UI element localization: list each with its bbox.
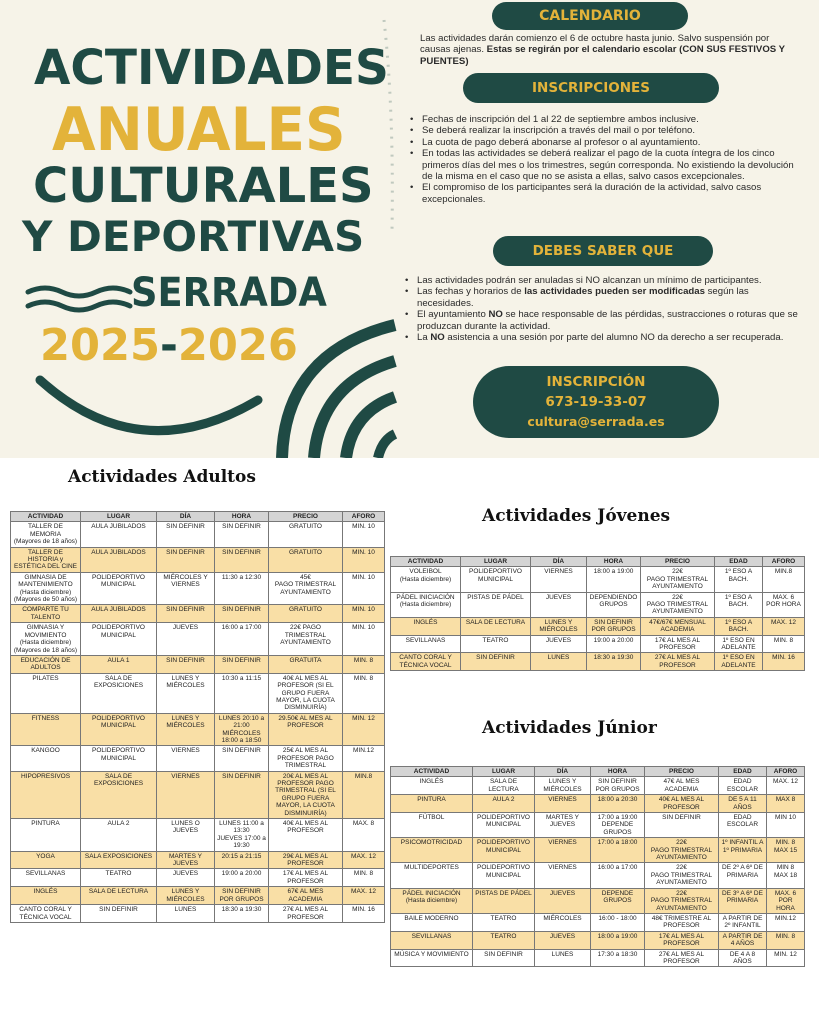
adultos-cell-hora: SIN DEFINIR bbox=[215, 746, 269, 771]
adultos-cell-hora: LUNES 11:00 a 13:30 JUEVES 17:00 a 19:30 bbox=[215, 819, 269, 852]
adultos-table bbox=[10, 511, 385, 923]
adultos-cell-hora: 11:30 a 12:30 bbox=[215, 572, 269, 605]
adultos-cell-precio: GRATUITO bbox=[269, 605, 343, 623]
junior-table-row bbox=[391, 813, 805, 838]
year-range bbox=[40, 320, 298, 371]
adultos-table-row bbox=[11, 746, 385, 771]
junior-cell-día: MARTES Y JUEVES bbox=[535, 813, 591, 838]
junior-cell-actividad: BAILE MODERNO bbox=[391, 913, 473, 931]
adultos-cell-aforo: MIN. 10 bbox=[343, 572, 385, 605]
junior-cell-hora: 17:00 a 19:00 DEPENDE GRUPOS bbox=[591, 813, 645, 838]
jovenes-cell-actividad: INGLÉS bbox=[391, 617, 461, 635]
debes-saber-heading: DEBES SABER QUE bbox=[493, 236, 713, 266]
junior-cell-precio: 40€ AL MES AL PROFESOR bbox=[645, 795, 719, 813]
adultos-cell-lugar: TEATRO bbox=[81, 869, 157, 887]
inscripciones-item: • En todas las actividades se deberá realizar el pago de la cuota íntegra de los cinco primeros días del mes o los trimestres, según corresponda. No existiendo la devolución de la misma en el caso que no se asista a ellas, salvo casos excepcionales. bbox=[410, 148, 802, 182]
junior-cell-edad: A PARTIR DE 2º INFANTIL bbox=[719, 913, 767, 931]
jovenes-cell-hora: SIN DEFINIR POR GRUPOS bbox=[587, 617, 641, 635]
junior-cell-precio: 22€ PAGO TRIMESTRAL AYUNTAMIENTO bbox=[645, 888, 719, 913]
debes-item-text: La bbox=[417, 332, 431, 344]
adultos-cell-día: LUNES Y MIÉRCOLES bbox=[157, 673, 215, 713]
jovenes-cell-aforo: MIN.8 bbox=[763, 567, 805, 592]
jovenes-cell-actividad: CANTO CORAL Y TÉCNICA VOCAL bbox=[391, 653, 461, 671]
adultos-cell-aforo: MIN. 10 bbox=[343, 522, 385, 547]
jovenes-cell-hora: 18:00 a 19:00 bbox=[587, 567, 641, 592]
junior-cell-lugar: PISTAS DE PÁDEL bbox=[473, 888, 535, 913]
junior-cell-aforo: MIN. 8 bbox=[767, 931, 805, 949]
title-deportivas: Y DEPORTIVAS bbox=[22, 212, 365, 261]
adultos-cell-precio: 40€ AL MES AL PROFESOR (SI EL GRUPO FUERA MAYOR, LA CUOTA DISMINUIRÍA) bbox=[269, 673, 343, 713]
junior-cell-precio: 27€ AL MES AL PROFESOR bbox=[645, 949, 719, 967]
adultos-cell-hora: 18:30 a 19:30 bbox=[215, 905, 269, 923]
adultos-column-header: ACTIVIDAD bbox=[11, 512, 81, 522]
junior-cell-aforo: MAX 8 bbox=[767, 795, 805, 813]
junior-cell-edad: DE 5 A 11 AÑOS bbox=[719, 795, 767, 813]
adultos-column-header: PRECIO bbox=[269, 512, 343, 522]
adultos-cell-actividad: YOGA bbox=[11, 851, 81, 869]
adultos-table-row bbox=[11, 771, 385, 818]
adultos-cell-lugar: AULA 2 bbox=[81, 819, 157, 852]
junior-table-row bbox=[391, 838, 805, 863]
jovenes-table-row bbox=[391, 592, 805, 617]
adultos-table-row bbox=[11, 547, 385, 572]
jovenes-cell-día: LUNES Y MIÉRCOLES bbox=[531, 617, 587, 635]
junior-cell-lugar: POLIDEPORTIVO MUNICIPAL bbox=[473, 838, 535, 863]
adultos-cell-hora: SIN DEFINIR POR GRUPOS bbox=[215, 887, 269, 905]
junior-column-header: DÍA bbox=[535, 767, 591, 777]
adultos-table-row bbox=[11, 673, 385, 713]
adultos-cell-actividad: HIPOPRESIVOS bbox=[11, 771, 81, 818]
jovenes-cell-actividad: VOLEIBOL (Hasta diciembre) bbox=[391, 567, 461, 592]
jovenes-cell-aforo: MIN. 8 bbox=[763, 635, 805, 653]
debes-item bbox=[405, 309, 802, 332]
jovenes-cell-actividad: PÁDEL INICIACIÓN (Hasta diciembre) bbox=[391, 592, 461, 617]
junior-cell-día: JUEVES bbox=[535, 888, 591, 913]
adultos-cell-día: SIN DEFINIR bbox=[157, 655, 215, 673]
junior-table-row bbox=[391, 888, 805, 913]
adultos-column-header: DÍA bbox=[157, 512, 215, 522]
adultos-cell-aforo: MIN. 8 bbox=[343, 673, 385, 713]
jovenes-title: Actividades Jóvenes bbox=[482, 506, 671, 526]
adultos-cell-lugar: SIN DEFINIR bbox=[81, 905, 157, 923]
adultos-cell-día: LUNES bbox=[157, 905, 215, 923]
adultos-cell-lugar: POLIDEPORTIVO MUNICIPAL bbox=[81, 746, 157, 771]
adultos-cell-lugar: SALA DE EXPOSICIONES bbox=[81, 673, 157, 713]
junior-cell-hora: SIN DEFINIR POR GRUPOS bbox=[591, 777, 645, 795]
year-end: 2026 bbox=[177, 320, 298, 371]
title-culturales: CULTURALES bbox=[33, 158, 374, 214]
adultos-cell-hora: SIN DEFINIR bbox=[215, 547, 269, 572]
adultos-cell-actividad: GIMNASIA Y MOVIMIENTO (Hasta diciembre) (Mayores de 18 años) bbox=[11, 623, 81, 656]
inscripciones-item: • La cuota de pago deberá abonarse al profesor o al ayuntamiento. bbox=[410, 137, 802, 148]
junior-cell-hora: 16:00 - 18:00 bbox=[591, 913, 645, 931]
junior-cell-hora: 18:00 a 20:30 bbox=[591, 795, 645, 813]
contact-phone[interactable]: 673-19-33-07 bbox=[545, 394, 647, 410]
adultos-table-row bbox=[11, 655, 385, 673]
adultos-cell-lugar: SALA DE LECTURA bbox=[81, 887, 157, 905]
debes-item bbox=[405, 286, 802, 309]
adultos-cell-actividad: COMPARTE TU TALENTO bbox=[11, 605, 81, 623]
jovenes-cell-lugar: SALA DE LECTURA bbox=[461, 617, 531, 635]
junior-column-header: PRECIO bbox=[645, 767, 719, 777]
junior-title: Actividades Júnior bbox=[482, 718, 657, 738]
junior-column-header: HORA bbox=[591, 767, 645, 777]
adultos-cell-aforo: MIN.8 bbox=[343, 771, 385, 818]
adultos-cell-aforo: MAX. 12 bbox=[343, 887, 385, 905]
junior-cell-aforo: MAX. 6 POR HORA bbox=[767, 888, 805, 913]
adultos-table-row bbox=[11, 623, 385, 656]
adultos-column-header: HORA bbox=[215, 512, 269, 522]
adultos-table-row bbox=[11, 713, 385, 746]
calendario-heading: CALENDARIO bbox=[492, 2, 688, 30]
adultos-cell-lugar: SALA EXPOSICIONES bbox=[81, 851, 157, 869]
adultos-cell-actividad: SEVILLANAS bbox=[11, 869, 81, 887]
adultos-cell-actividad: TALLER DE MEMORIA (Mayores de 18 años) bbox=[11, 522, 81, 547]
junior-cell-aforo: MAX. 12 bbox=[767, 777, 805, 795]
adultos-cell-aforo: MIN. 10 bbox=[343, 623, 385, 656]
debes-item-text: asistencia a una sesión por parte del alumno NO da derecho a ser recuperada. bbox=[444, 332, 784, 344]
junior-cell-edad: A PARTIR DE 4 AÑOS bbox=[719, 931, 767, 949]
junior-cell-hora: 18:00 a 19:00 bbox=[591, 931, 645, 949]
junior-cell-aforo: MIN. 12 bbox=[767, 949, 805, 967]
adultos-cell-actividad: TALLER DE HISTORIA y ESTÉTICA DEL CINE bbox=[11, 547, 81, 572]
inscripciones-item: • Se deberá realizar la inscripción a través del mail o por teléfono. bbox=[410, 125, 802, 136]
title-actividades: ACTIVIDADES bbox=[34, 40, 389, 96]
junior-table-row bbox=[391, 949, 805, 967]
adultos-table-row bbox=[11, 869, 385, 887]
adultos-cell-aforo: MIN. 8 bbox=[343, 655, 385, 673]
junior-column-header: EDAD bbox=[719, 767, 767, 777]
adultos-cell-hora: LUNES 20:10 a 21:00 MIÉRCOLES 18:00 a 18:50 bbox=[215, 713, 269, 746]
adultos-cell-hora: 16:00 a 17:00 bbox=[215, 623, 269, 656]
junior-cell-precio: SIN DEFINIR bbox=[645, 813, 719, 838]
junior-cell-lugar: SIN DEFINIR bbox=[473, 949, 535, 967]
junior-cell-día: VIERNES bbox=[535, 838, 591, 863]
contact-heading: INSCRIPCIÓN bbox=[546, 374, 646, 390]
adultos-cell-hora: 20:15 a 21:15 bbox=[215, 851, 269, 869]
adultos-cell-día: LUNES O JUEVES bbox=[157, 819, 215, 852]
debes-saber-list bbox=[405, 275, 802, 343]
junior-cell-día: VIERNES bbox=[535, 863, 591, 888]
jovenes-cell-precio: 22€ PAGO TRIMESTRAL AYUNTAMIENTO bbox=[641, 567, 715, 592]
adultos-cell-lugar: SALA DE EXPOSICIONES bbox=[81, 771, 157, 818]
jovenes-cell-hora: DEPENDIENDO GRUPOS bbox=[587, 592, 641, 617]
adultos-cell-lugar: AULA JUBILADOS bbox=[81, 605, 157, 623]
junior-cell-día: LUNES Y MIÉRCOLES bbox=[535, 777, 591, 795]
junior-cell-aforo: MIN 8 MAX 18 bbox=[767, 863, 805, 888]
jovenes-cell-lugar: SIN DEFINIR bbox=[461, 653, 531, 671]
year-dash: - bbox=[160, 320, 178, 371]
adultos-cell-aforo: MIN. 10 bbox=[343, 547, 385, 572]
junior-cell-actividad: FÚTBOL bbox=[391, 813, 473, 838]
junior-table-row bbox=[391, 795, 805, 813]
adultos-cell-día: LUNES Y MIÉRCOLES bbox=[157, 887, 215, 905]
jovenes-table-row bbox=[391, 653, 805, 671]
adultos-cell-hora: 19:00 a 20:00 bbox=[215, 869, 269, 887]
adultos-cell-precio: 22€ PAGO TRIMESTRAL AYUNTAMIENTO bbox=[269, 623, 343, 656]
adultos-cell-precio: 20€ AL MES AL PROFESOR PAGO TRIMESTRAL (SI EL GRUPO FUERA MAYOR, LA CUOTA DISMINUIRÍA) bbox=[269, 771, 343, 818]
jovenes-cell-aforo: MAX. 6 POR HORA bbox=[763, 592, 805, 617]
debes-item-bold: NO bbox=[430, 332, 445, 344]
junior-cell-actividad: SEVILLANAS bbox=[391, 931, 473, 949]
jovenes-column-header: ACTIVIDAD bbox=[391, 557, 461, 567]
adultos-cell-actividad: KANGOO bbox=[11, 746, 81, 771]
jovenes-cell-día: JUEVES bbox=[531, 592, 587, 617]
jovenes-cell-aforo: MAX. 12 bbox=[763, 617, 805, 635]
jovenes-cell-precio: 27€ AL MES AL PROFESOR bbox=[641, 653, 715, 671]
adultos-table-row bbox=[11, 572, 385, 605]
jovenes-cell-precio: 17€ AL MES AL PROFESOR bbox=[641, 635, 715, 653]
adultos-cell-actividad: PILATES bbox=[11, 673, 81, 713]
junior-cell-actividad: MULTIDEPORTES bbox=[391, 863, 473, 888]
jovenes-cell-edad: 1º ESO EN ADELANTE bbox=[715, 653, 763, 671]
debes-item-text: se hace responsable de las pérdidas, sustracciones o roturas que se produzcan durante la actividad. bbox=[417, 309, 798, 332]
adultos-table-row bbox=[11, 522, 385, 547]
adultos-cell-día: LUNES Y MIÉRCOLES bbox=[157, 713, 215, 746]
jovenes-cell-edad: 1º ESO A BACH. bbox=[715, 592, 763, 617]
jovenes-cell-hora: 18:30 a 19:30 bbox=[587, 653, 641, 671]
adultos-cell-hora: SIN DEFINIR bbox=[215, 655, 269, 673]
adultos-cell-aforo: MIN. 16 bbox=[343, 905, 385, 923]
jovenes-cell-aforo: MIN. 16 bbox=[763, 653, 805, 671]
adultos-column-header: LUGAR bbox=[81, 512, 157, 522]
adultos-cell-día: VIERNES bbox=[157, 746, 215, 771]
adultos-cell-aforo: MIN. 8 bbox=[343, 869, 385, 887]
adultos-cell-precio: GRATUITO bbox=[269, 522, 343, 547]
jovenes-column-header: AFORO bbox=[763, 557, 805, 567]
adultos-cell-actividad: CANTO CORAL Y TÉCNICA VOCAL bbox=[11, 905, 81, 923]
jovenes-header-row bbox=[391, 557, 805, 567]
junior-cell-precio: 47€ AL MES ACADEMIA bbox=[645, 777, 719, 795]
adultos-cell-día: JUEVES bbox=[157, 623, 215, 656]
adultos-cell-precio: 29.50€ AL MES AL PROFESOR bbox=[269, 713, 343, 746]
adultos-cell-día: SIN DEFINIR bbox=[157, 522, 215, 547]
jovenes-cell-edad: 1º ESO A BACH. bbox=[715, 617, 763, 635]
jovenes-cell-día: JUEVES bbox=[531, 635, 587, 653]
adultos-cell-hora: SIN DEFINIR bbox=[215, 771, 269, 818]
junior-cell-aforo: MIN 10 bbox=[767, 813, 805, 838]
debes-item-text: El ayuntamiento bbox=[417, 309, 489, 321]
poster-banner bbox=[0, 0, 819, 458]
title-anuales: ANUALES bbox=[52, 95, 346, 165]
jovenes-column-header: PRECIO bbox=[641, 557, 715, 567]
adultos-title: Actividades Adultos bbox=[68, 467, 256, 487]
adultos-header-row bbox=[11, 512, 385, 522]
junior-table-row bbox=[391, 863, 805, 888]
adultos-column-header: AFORO bbox=[343, 512, 385, 522]
inscripciones-list bbox=[410, 114, 802, 205]
adultos-cell-precio: 45€ PAGO TRIMESTRAL AYUNTAMIENTO bbox=[269, 572, 343, 605]
adultos-cell-aforo: MIN. 10 bbox=[343, 605, 385, 623]
adultos-cell-actividad: GIMNASIA DE MANTENIMIENTO (Hasta diciembre) (Mayores de 50 años) bbox=[11, 572, 81, 605]
adultos-cell-hora: SIN DEFINIR bbox=[215, 605, 269, 623]
jovenes-table-row bbox=[391, 617, 805, 635]
adultos-cell-precio: GRATUITO bbox=[269, 547, 343, 572]
adultos-cell-actividad: FITNESS bbox=[11, 713, 81, 746]
adultos-table-row bbox=[11, 905, 385, 923]
inscripciones-item: • El compromiso de los participantes será la duración de la actividad, salvo casos excepcionales. bbox=[410, 182, 802, 205]
jovenes-cell-hora: 19:00 a 20:00 bbox=[587, 635, 641, 653]
junior-cell-hora: 17:00 a 18:00 bbox=[591, 838, 645, 863]
contact-email[interactable]: cultura@serrada.es bbox=[527, 414, 665, 429]
junior-cell-edad: EDAD ESCOLAR bbox=[719, 813, 767, 838]
junior-cell-edad: EDAD ESCOLAR bbox=[719, 777, 767, 795]
adultos-cell-día: SIN DEFINIR bbox=[157, 605, 215, 623]
debes-item-bold: NO bbox=[488, 309, 503, 321]
junior-cell-actividad: PSICOMOTRICIDAD bbox=[391, 838, 473, 863]
junior-cell-aforo: MIN.12 bbox=[767, 913, 805, 931]
junior-table-row bbox=[391, 931, 805, 949]
adultos-cell-precio: GRATUITA bbox=[269, 655, 343, 673]
adultos-cell-hora: SIN DEFINIR bbox=[215, 522, 269, 547]
calendario-text bbox=[420, 33, 802, 67]
adultos-cell-hora: 10:30 a 11:15 bbox=[215, 673, 269, 713]
junior-cell-lugar: TEATRO bbox=[473, 931, 535, 949]
junior-cell-día: LUNES bbox=[535, 949, 591, 967]
junior-table-row bbox=[391, 913, 805, 931]
adultos-cell-aforo: MIN.12 bbox=[343, 746, 385, 771]
adultos-cell-precio: 27€ AL MES AL PROFESOR bbox=[269, 905, 343, 923]
junior-column-header: LUGAR bbox=[473, 767, 535, 777]
jovenes-column-header: DÍA bbox=[531, 557, 587, 567]
adultos-table-row bbox=[11, 887, 385, 905]
jovenes-cell-edad: 1º ESO A BACH. bbox=[715, 567, 763, 592]
town-name: SERRADA bbox=[131, 270, 327, 316]
adultos-cell-precio: 17€ AL MES AL PROFESOR bbox=[269, 869, 343, 887]
junior-cell-edad: 1º INFANTIL A 1º PRIMARIA bbox=[719, 838, 767, 863]
junior-cell-aforo: MIN. 8 MAX 15 bbox=[767, 838, 805, 863]
jovenes-table bbox=[390, 556, 805, 671]
junior-cell-lugar: AULA 2 bbox=[473, 795, 535, 813]
junior-cell-hora: 17:30 a 18:30 bbox=[591, 949, 645, 967]
adultos-table-row bbox=[11, 851, 385, 869]
adultos-cell-día: SIN DEFINIR bbox=[157, 547, 215, 572]
junior-cell-actividad: PINTURA bbox=[391, 795, 473, 813]
junior-column-header: AFORO bbox=[767, 767, 805, 777]
junior-cell-actividad: PÁDEL INICIACIÓN (Hasta diciembre) bbox=[391, 888, 473, 913]
debes-item bbox=[405, 332, 802, 343]
junior-cell-precio: 22€ PAGO TRIMESTRAL AYUNTAMIENTO bbox=[645, 838, 719, 863]
junior-cell-edad: DE 3º A 6º DE PRIMARIA bbox=[719, 888, 767, 913]
jovenes-cell-precio: 22€ PAGO TRIMESTRAL AYUNTAMIENTO bbox=[641, 592, 715, 617]
jovenes-cell-día: VIERNES bbox=[531, 567, 587, 592]
jovenes-cell-actividad: SEVILLANAS bbox=[391, 635, 461, 653]
jovenes-column-header: HORA bbox=[587, 557, 641, 567]
jovenes-table-row bbox=[391, 635, 805, 653]
adultos-cell-precio: 29€ AL MES AL PROFESOR bbox=[269, 851, 343, 869]
adultos-cell-día: MIÉRCOLES Y VIERNES bbox=[157, 572, 215, 605]
jovenes-cell-lugar: POLIDEPORTIVO MUNICIPAL bbox=[461, 567, 531, 592]
adultos-cell-lugar: AULA 1 bbox=[81, 655, 157, 673]
adultos-cell-aforo: MAX. 8 bbox=[343, 819, 385, 852]
junior-table-row bbox=[391, 777, 805, 795]
jovenes-cell-lugar: TEATRO bbox=[461, 635, 531, 653]
adultos-cell-actividad: INGLÉS bbox=[11, 887, 81, 905]
adultos-table-row bbox=[11, 605, 385, 623]
adultos-cell-actividad: EDUCACIÓN DE ADULTOS bbox=[11, 655, 81, 673]
jovenes-cell-día: LUNES bbox=[531, 653, 587, 671]
debes-item-text: según las necesidades. bbox=[417, 286, 749, 309]
contact-box bbox=[473, 366, 719, 438]
adultos-cell-precio: 25€ AL MES AL PROFESOR PAGO TRIMESTRAL bbox=[269, 746, 343, 771]
junior-cell-hora: DEPENDE GRUPOS bbox=[591, 888, 645, 913]
adultos-cell-aforo: MIN. 12 bbox=[343, 713, 385, 746]
adultos-cell-actividad: PINTURA bbox=[11, 819, 81, 852]
inscripciones-item: • Fechas de inscripción del 1 al 22 de septiembre ambos inclusive. bbox=[410, 114, 802, 125]
adultos-table-row bbox=[11, 819, 385, 852]
junior-cell-edad: DE 4 A 8 AÑOS bbox=[719, 949, 767, 967]
inscripciones-heading: INSCRIPCIONES bbox=[463, 73, 719, 103]
jovenes-cell-lugar: PISTAS DE PÁDEL bbox=[461, 592, 531, 617]
junior-cell-precio: 17€ AL MES AL PROFESOR bbox=[645, 931, 719, 949]
adultos-cell-precio: 40€ AL MES AL PROFESOR bbox=[269, 819, 343, 852]
junior-header-row bbox=[391, 767, 805, 777]
junior-cell-actividad: MÚSICA Y MOVIMIENTO bbox=[391, 949, 473, 967]
debes-item: • Las actividades podrán ser anuladas si NO alcanzan un mínimo de participantes. bbox=[405, 275, 802, 286]
jovenes-cell-precio: 47€/67€ MENSUAL ACADEMIA bbox=[641, 617, 715, 635]
junior-cell-precio: 22€ PAGO TRIMESTRAL AYUNTAMIENTO bbox=[645, 863, 719, 888]
adultos-cell-día: JUEVES bbox=[157, 869, 215, 887]
year-start: 2025 bbox=[40, 320, 161, 371]
junior-cell-precio: 48€ TRIMESTRE AL PROFESOR bbox=[645, 913, 719, 931]
junior-cell-actividad: INGLÉS bbox=[391, 777, 473, 795]
jovenes-column-header: EDAD bbox=[715, 557, 763, 567]
junior-cell-lugar: POLIDEPORTIVO MUNICIPAL bbox=[473, 813, 535, 838]
junior-cell-lugar: SALA DE LECTURA bbox=[473, 777, 535, 795]
debes-item-bold: las actividades pueden ser modificadas bbox=[524, 286, 705, 298]
junior-cell-día: MIÉRCOLES bbox=[535, 913, 591, 931]
adultos-cell-lugar: POLIDEPORTIVO MUNICIPAL bbox=[81, 623, 157, 656]
calendario-text-b: Estas se regirán por el calendario escolar (CON SUS FESTIVOS Y PUENTES) bbox=[420, 44, 785, 67]
jovenes-table-row bbox=[391, 567, 805, 592]
adultos-cell-aforo: MAX. 12 bbox=[343, 851, 385, 869]
adultos-cell-lugar: AULA JUBILADOS bbox=[81, 547, 157, 572]
junior-column-header: ACTIVIDAD bbox=[391, 767, 473, 777]
adultos-cell-día: VIERNES bbox=[157, 771, 215, 818]
calendario-text-a: Las actividades darán comienzo el 6 de octubre hasta junio. Salvo suspensión por causas ajenas. bbox=[420, 33, 770, 56]
junior-table bbox=[390, 766, 805, 967]
junior-cell-lugar: TEATRO bbox=[473, 913, 535, 931]
jovenes-column-header: LUGAR bbox=[461, 557, 531, 567]
adultos-cell-precio: 67€ AL MES ACADEMIA bbox=[269, 887, 343, 905]
adultos-cell-lugar: AULA JUBILADOS bbox=[81, 522, 157, 547]
adultos-cell-día: MARTES Y JUEVES bbox=[157, 851, 215, 869]
junior-cell-día: JUEVES bbox=[535, 931, 591, 949]
junior-cell-día: VIERNES bbox=[535, 795, 591, 813]
junior-cell-hora: 16:00 a 17:00 bbox=[591, 863, 645, 888]
junior-cell-lugar: POLIDEPORTIVO MUNICIPAL bbox=[473, 863, 535, 888]
adultos-cell-lugar: POLIDEPORTIVO MUNICIPAL bbox=[81, 713, 157, 746]
jovenes-cell-edad: 1º ESO EN ADELANTE bbox=[715, 635, 763, 653]
debes-item-text: Las fechas y horarios de bbox=[417, 286, 525, 298]
adultos-cell-lugar: POLIDEPORTIVO MUNICIPAL bbox=[81, 572, 157, 605]
junior-cell-edad: DE 2º A 6º DE PRIMARIA bbox=[719, 863, 767, 888]
